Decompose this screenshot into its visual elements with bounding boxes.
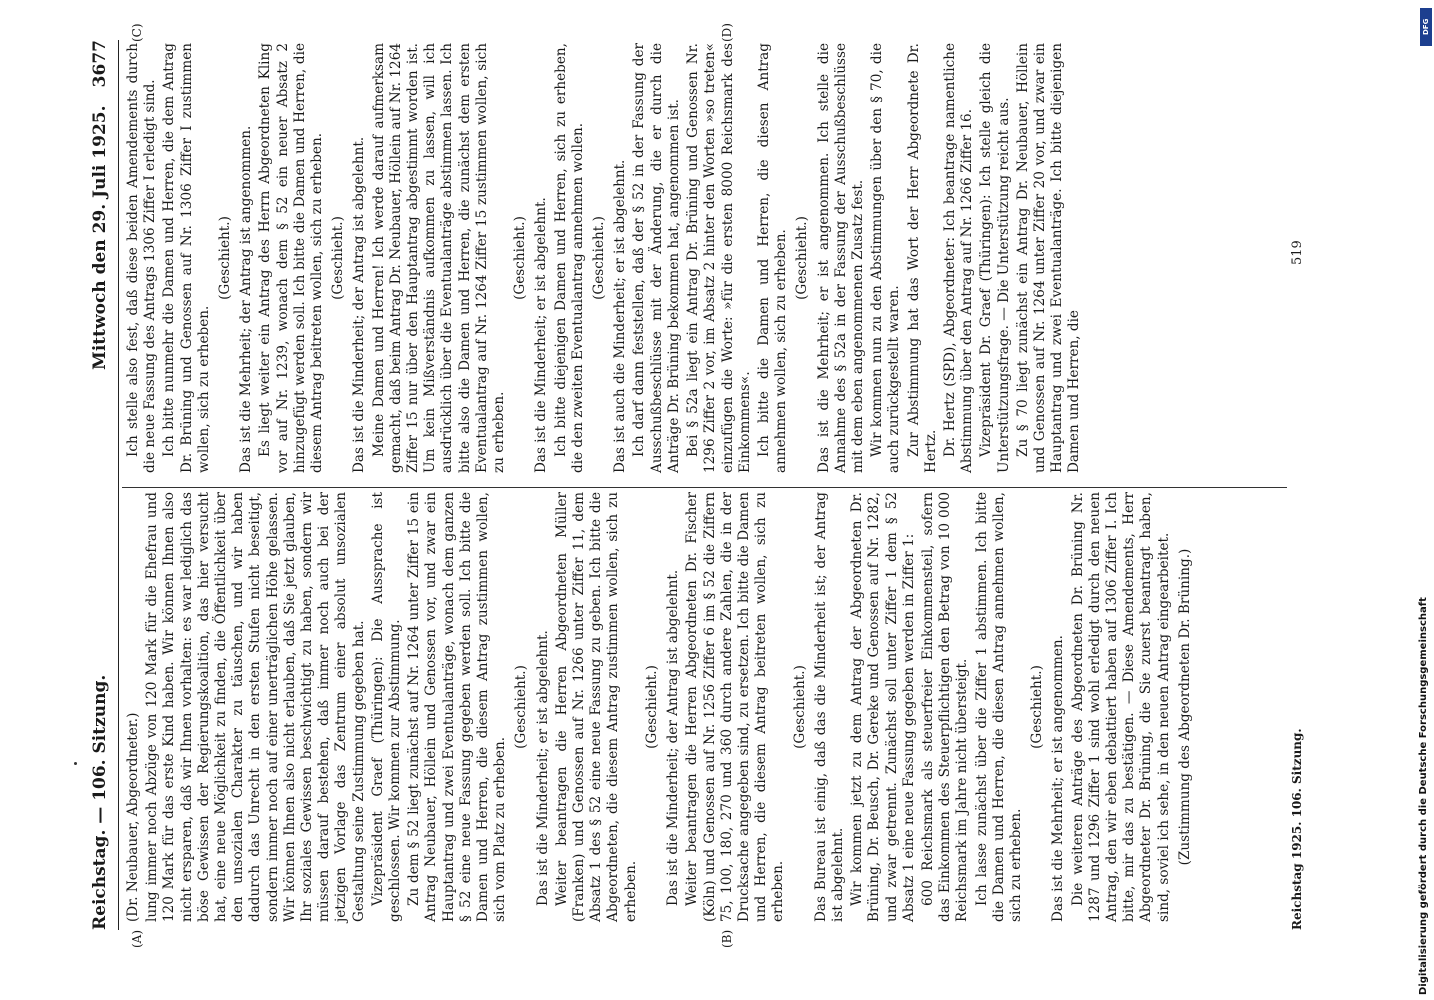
right-column-paragraph: (Geschieht.) xyxy=(512,216,529,300)
margin-marker-d: (D) xyxy=(720,23,734,42)
header-date: Mittwoch den 29. Juli 1925. xyxy=(90,105,110,370)
right-column-paragraph: Dr. Hertz (SPD), Abgeordneter: Ich beantrage namentliche Abstimmung über den Antrag auf Nr. 1266 Ziffer 16. xyxy=(941,43,976,473)
left-column-paragraph: lung immer noch Abzüge von 120 Mark für die Ehefrau und 120 Mark für das erste Kind haben. Wir können Ihnen also nicht ersparen, daß wir Ihnen vorhalten: es war lediglich das böse Gewissen der Regierungskoalition, das hier versucht hat, eine neue Möglichkeit zu finden, die Öffentlichkeit über den unsozialen Charakter zu täuschen, und wir haben dadurch das Unrecht in den ersten Stufen nicht beseitigt, sondern immer noch auf einer unerträglichen Höhe gelassen. Wir können Ihnen also nicht erlauben, daß Sie jetzt glauben, Ihr soziales Gewissen beschwichtigt zu haben, sondern wir müssen darauf bestehen, daß immer noch auch bei der jetzigen Vorlage das Zentrum einer absolut unsozialen Gestaltung seine Zustimmung gegeben hat. xyxy=(144,492,367,922)
right-column-paragraph: Ich bitte nunmehr die Damen und Herren, die dem Antrag Dr. Brüning und Genossen auf Nr. 1306 Ziffer I zustimmen wollen, sich zu erheben. xyxy=(161,43,212,473)
left-column-paragraph: (Zustimmung des Abgeordneten Dr. Brüning.) xyxy=(1176,548,1193,866)
right-column-paragraph: (Geschieht.) xyxy=(591,216,608,300)
right-column-paragraph: (Geschieht.) xyxy=(794,216,811,300)
left-column xyxy=(125,492,1198,922)
header-rule xyxy=(118,40,119,930)
right-column-paragraph: Das ist die Minderheit; er ist abgelehnt. xyxy=(533,197,550,473)
right-column-paragraph: Vizepräsident Dr. Graef (Thüringen): Ich stelle gleich die Unterstützungsfrage. — Die Unterstützung reicht aus. xyxy=(978,43,1012,473)
left-column-paragraph: (Geschieht.) xyxy=(1029,665,1046,749)
right-column-paragraph: Bei § 52a liegt ein Antrag Dr. Brüning und Genossen Nr. 1296 Ziffer 2 vor, im Absatz 2 hinter den Worten »so treten« einzufügen die Worte: »für die ersten 8000 Reichsmark des Einkommens«. xyxy=(685,43,753,473)
right-column-paragraph: Ich bitte die Damen und Herren, die diesen Antrag annehmen wollen, sich zu erheben. xyxy=(755,43,790,473)
right-column xyxy=(125,43,1086,473)
left-column-paragraph: 600 Reichsmark als steuerfreier Einkommensteil, sofern das Einkommen des Steuerpflichtigen den Betrag von 10 000 Reichsmark im Jahre nicht übersteigt. xyxy=(919,492,971,922)
left-column-paragraph: Weiter beantragen die Herren Abgeordneten Dr. Fischer (Köln) und Genossen auf Nr. 1256 Ziffer 6 im § 52 die Ziffern 75, 100, 180, 270 und 360 durch andere Zahlen, die in der Drucksache angegeben sind, zu ersetzen. Ich bitte die Damen und Herren, die diesem Antrag beitreten wollen, sich zu erheben. xyxy=(684,492,787,922)
right-column-paragraph: Wir kommen nun zu den Abstimmungen über den § 70, die auch zurückgestellt waren. xyxy=(869,43,903,473)
right-column-paragraph: Das ist die Minderheit; der Antrag ist abgelehnt. xyxy=(351,136,368,473)
right-column-paragraph: Zur Abstimmung hat das Wort der Herr Abgeordnete Dr. Hertz. xyxy=(905,43,939,473)
digitization-credit: Digitalisierung gefördert durch die Deutsche Forschungsgemeinschaft xyxy=(1418,597,1429,995)
left-column-paragraph: Vizepräsident Graef (Thüringen): Die Aussprache ist geschlossen. Wir kommen zur Abstimmung. xyxy=(369,492,404,922)
right-column-paragraph: Ich stelle also fest, daß diese beiden Amendements durch die neue Fassung des Antrags 1306 Ziffer I erledigt sind. xyxy=(125,43,159,473)
right-column-paragraph: Es liegt weiter ein Antrag des Herrn Abgeordneten Kling vor auf Nr. 1239, wonach dem § 52 ein neuer Absatz 2 hinzugefügt werden soll. Ich bitte die Damen und Herren, die diesem Antrag beitreten wollen, sich zu erheben. xyxy=(257,43,326,473)
right-column-paragraph: Meine Damen und Herren! Ich werde darauf aufmerksam gemacht, daß beim Antrag Dr. Neubauer, Höllein auf Nr. 1264 Ziffer 15 nur über den Hauptantrag abgestimmt worden ist. Um kein Mißverständnis aufkommen zu lassen, will ich ausdrücklich über die Eventualanträge abstimmen lassen. Ich bitte also die Damen und Herren, die zunächst dem ersten Eventualantrag auf Nr. 1264 Ziffer 15 zustimmen wollen, sich zu erheben. xyxy=(370,43,508,473)
left-column-paragraph: Ich lasse zunächst über die Ziffer 1 abstimmen. Ich bitte die Damen und Herren, die diesen Antrag annehmen wollen, sich zu erheben. xyxy=(973,492,1024,922)
right-column-paragraph: Ich darf dann feststellen, daß der § 52 in der Fassung der Ausschußbeschlüsse mit der Änderung, die er durch die Anträge Dr. Brüning bekommen hat, angenommen ist. xyxy=(631,43,682,473)
right-column-paragraph: Das ist die Mehrheit; der Antrag ist angenommen. xyxy=(238,125,255,473)
page-header xyxy=(90,40,120,930)
left-column-paragraph: (Geschieht.) xyxy=(643,665,660,749)
right-column-paragraph: Das ist die Mehrheit; er ist angenommen. Ich stelle die Annahme des § 52a in der Fassung der Ausschußbeschlüsse mit dem eben angenommenen Zusatz fest. xyxy=(815,43,866,473)
left-column-paragraph: (Dr. Neubauer, Abgeordneter.) xyxy=(125,712,141,922)
margin-marker-c: (C) xyxy=(130,23,144,42)
dfg-logo-icon: DFG xyxy=(1420,8,1432,46)
left-column-paragraph: (Geschieht.) xyxy=(791,665,808,749)
header-page-number: 3677 xyxy=(90,40,110,88)
left-column-paragraph: Weiter beantragen die Herren Abgeordneten Müller (Franken) und Genossen auf Nr. 1266 unter Ziffer 11, dem Absatz 1 des § 52 eine neue Fassung zu geben. Ich bitte die Abgeordneten, die diesem Antrag zustimmen wollen, sich zu erheben. xyxy=(553,492,639,922)
left-column-paragraph: Die weiteren Anträge des Abgeordneten Dr. Brüning Nr. 1287 und 1296 Ziffer 1 sind wohl erledigt durch den neuen Antrag, den wir eben debattiert haben auf 1306 Ziffer I. Ich bitte, mir das zu bestätigen. — Diese Amendements, Herr Abgeordneter Dr. Brüning, die Sie zuerst beantragt haben, sind, soviel ich sehe, in den neuen Antrag eingearbeitet. xyxy=(1069,492,1172,922)
left-column-paragraph: Das ist die Mehrheit; er ist angenommen. xyxy=(1050,635,1067,922)
margin-marker-b: (B) xyxy=(720,929,734,948)
page-signature: 519 xyxy=(1290,240,1305,265)
page-footer: Reichstag 1925. 106. Sitzung. xyxy=(1290,728,1304,930)
left-column-paragraph: Das ist die Minderheit; der Antrag ist abgelehnt. xyxy=(665,569,682,906)
left-column-paragraph: Das Bureau ist einig, daß das die Minderheit ist; der Antrag ist abgelehnt. xyxy=(812,492,846,922)
margin-marker-a: (A) xyxy=(130,929,144,948)
right-column-paragraph: Ich bitte diejenigen Damen und Herren, sich zu erheben, die den zweiten Eventualantrag annehmen wollen. xyxy=(552,43,586,473)
speck xyxy=(74,762,77,765)
right-column-paragraph: Zu § 70 liegt zunächst ein Antrag Dr. Neubauer, Höllein und Genossen auf Nr. 1264 unter Ziffer 20 vor, und zwar ein Hauptantrag und zwei Eventualanträge. Ich bitte diejenigen Damen und Herren, die xyxy=(1014,43,1083,473)
left-column-paragraph: Zu dem § 52 liegt zunächst auf Nr. 1264 unter Ziffer 15 ein Antrag Neubauer, Höllein und Genossen vor, und zwar ein Hauptantrag und zwei Eventualanträge, wonach dem ganzen § 52 eine neue Fassung gegeben werden soll. Ich bitte die Damen und Herren, die diesem Antrag zustimmen wollen, sich vom Platz zu erheben. xyxy=(406,492,509,922)
right-column-paragraph: (Geschieht.) xyxy=(217,216,234,300)
left-column-paragraph: Das ist die Minderheit; er ist abgelehnt. xyxy=(534,630,551,906)
header-left: Reichstag. — 106. Sitzung. xyxy=(90,674,110,930)
right-column-paragraph: Das ist auch die Minderheit; er ist abgelehnt. xyxy=(612,159,629,473)
left-column-paragraph: Wir kommen jetzt zu dem Antrag der Abgeordneten Dr. Brüning, Dr. Beusch, Dr. Gereke und Genossen auf Nr. 1282, und zwar getrennt. Zunächst soll unter Ziffer 1 dem § 52 Absatz 1 eine neue Fassung gegeben werden in Ziffer 1: xyxy=(849,492,917,922)
left-column-paragraph: (Geschieht.) xyxy=(513,665,530,749)
column-divider xyxy=(122,487,1287,488)
right-column-paragraph: (Geschieht.) xyxy=(330,216,347,300)
